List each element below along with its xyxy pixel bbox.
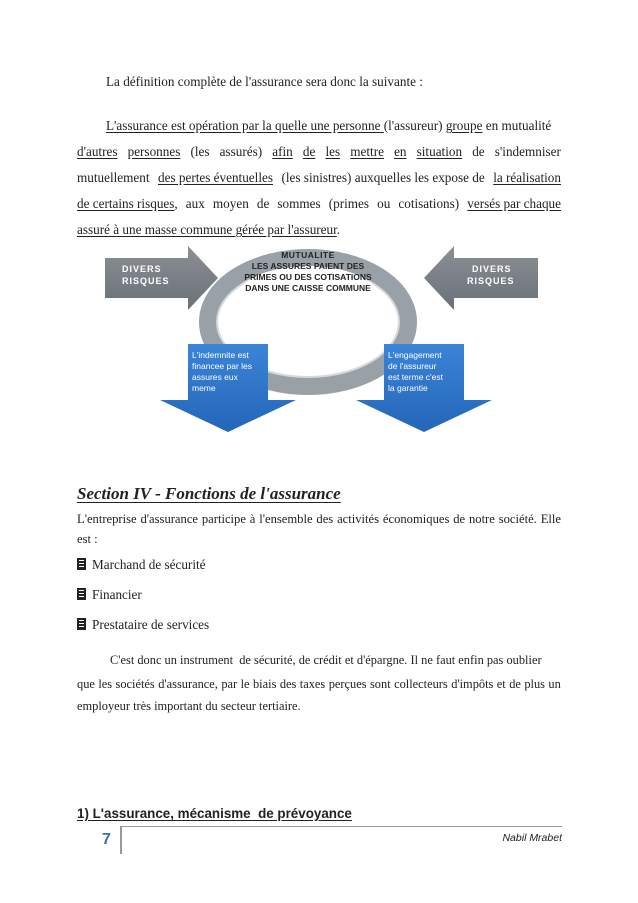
- definition-line-4: [77, 197, 561, 210]
- def-word: sommes: [277, 196, 321, 211]
- def-word: s'indemniser: [494, 144, 561, 159]
- page-number-divider: [120, 826, 122, 854]
- intro-sentence: La définition complète de l'assurance sera donc la suivante :: [106, 74, 423, 89]
- right-arrow-label-1: DIVERS: [472, 264, 512, 274]
- lead-word: économiques: [382, 512, 450, 526]
- def-word: les: [325, 144, 341, 159]
- bullet-label: Financier: [92, 587, 142, 602]
- def-text: .: [336, 222, 341, 237]
- definition-line-3: [77, 171, 561, 184]
- def-word: situation: [416, 144, 463, 159]
- lead-word: notre: [468, 512, 495, 526]
- bullet-label: Prestataire de services: [92, 617, 210, 632]
- closing-word: sont: [369, 677, 391, 691]
- clipboard-icon: [77, 588, 86, 600]
- closing-word: par: [221, 677, 238, 691]
- def-word: des pertes éventuelles: [158, 170, 273, 185]
- closing-word: des: [279, 677, 297, 691]
- def-word: cotisations): [398, 196, 460, 211]
- mutualite-diagram: [100, 238, 540, 434]
- def-word: de: [302, 144, 316, 159]
- def-word: assurés): [219, 144, 263, 159]
- def-underlined-2: groupe: [445, 118, 483, 133]
- def-word: mettre: [350, 144, 384, 159]
- def-word: mutuellement: [77, 170, 150, 185]
- closing-word: biais: [252, 677, 277, 691]
- lead-word: activités: [337, 512, 380, 526]
- bullet-item: [77, 618, 209, 631]
- closing-word: que: [77, 677, 95, 691]
- bullet-item: [77, 558, 206, 571]
- definition-line-1: [106, 119, 561, 132]
- closing-word: d'assurance,: [158, 677, 218, 691]
- lead-word: société.: [498, 512, 537, 526]
- lead-word: Elle: [540, 512, 561, 526]
- def-word: de: [472, 144, 485, 159]
- center-line-2: PRIMES OU DES COTISATIONS: [244, 272, 372, 282]
- page-number: 7: [102, 831, 111, 848]
- closing-word: un: [548, 677, 561, 691]
- closing-word: de: [509, 677, 521, 691]
- bottom-left-text-1: L'indemnite est: [192, 350, 249, 360]
- closing-word: d'impôts: [451, 677, 494, 691]
- definition-line-5: [77, 223, 340, 236]
- left-arrow-label-1: DIVERS: [122, 264, 162, 274]
- def-word: versés par chaque: [467, 196, 561, 211]
- center-line-3: DANS UNE CAISSE COMMUNE: [245, 283, 371, 293]
- closing-word: sociétés: [115, 677, 155, 691]
- closing-word: perçues: [328, 677, 367, 691]
- closing-word: et: [496, 677, 506, 691]
- closing-word: les: [98, 677, 113, 691]
- section-lead-line-2: est :: [77, 532, 98, 546]
- def-text-2: en mutualité: [482, 118, 552, 133]
- def-word: d'autres: [77, 144, 118, 159]
- bottom-right-text-3: est terme c'est: [388, 372, 444, 382]
- def-word: aux: [185, 196, 205, 211]
- section-lead-line-1: [77, 513, 561, 526]
- lead-word: L'entreprise: [77, 512, 137, 526]
- lead-word: d'assurance: [140, 512, 198, 526]
- right-arrow-label-2: RISQUES: [467, 276, 515, 286]
- bottom-right-text-1: L'engagement: [388, 350, 442, 360]
- def-word: de: [256, 196, 270, 211]
- def-word: (les: [190, 144, 210, 159]
- closing-word: taxes: [299, 677, 326, 691]
- def-word: personnes: [127, 144, 181, 159]
- closing-line-2: [77, 678, 561, 690]
- closing-word: le: [240, 677, 250, 691]
- lead-word: participe: [201, 512, 246, 526]
- center-title: MUTUALITE: [281, 250, 335, 260]
- center-line-1: LES ASSURES PAIENT DES: [251, 261, 365, 271]
- lead-word: l'ensemble: [259, 512, 313, 526]
- def-word: ou: [377, 196, 391, 211]
- definition-line-2: [77, 145, 561, 158]
- def-word: en: [394, 144, 407, 159]
- closing-line-1: C'est donc un instrument de sécurité, de crédit et d'épargne. Il ne faut enfin pas oublier: [110, 653, 542, 667]
- bottom-left-text-3: assures eux: [192, 372, 238, 382]
- def-word: moyen: [212, 196, 249, 211]
- closing-line-3: employeur très important du secteur tertiaire.: [77, 699, 301, 713]
- def-word: (primes: [328, 196, 370, 211]
- def-word: la réalisation: [493, 170, 561, 185]
- def-word: ,: [174, 196, 178, 211]
- bottom-left-text-2: financee par les: [192, 361, 253, 371]
- bullet-label: Marchand de sécurité: [92, 557, 206, 572]
- def-word: afin: [272, 144, 293, 159]
- bottom-left-text-4: meme: [192, 383, 216, 393]
- def-underlined-1: L'assurance est opération par la quelle une personne: [106, 118, 384, 133]
- lead-word: de: [453, 512, 466, 526]
- closing-word: plus: [524, 677, 545, 691]
- def-word: (les sinistres) auxquelles les expose de: [281, 170, 485, 185]
- section-title: Section IV - Fonctions de l'assurance: [77, 484, 341, 503]
- clipboard-icon: [77, 618, 86, 630]
- bullet-item: [77, 588, 142, 601]
- def-word: de certains risques: [77, 196, 175, 211]
- def-underlined: assuré à une masse commune gérée par l'assureur: [77, 222, 337, 237]
- footer-rule: [120, 826, 562, 827]
- bottom-right-text-2: de l'assureur: [388, 361, 437, 371]
- clipboard-icon: [77, 558, 86, 570]
- left-arrow-label-2: RISQUES: [122, 276, 170, 286]
- def-text-1: (l'assureur): [383, 118, 446, 133]
- footer-author: Nabil Mrabet: [502, 832, 562, 844]
- bottom-right-text-4: la garantie: [388, 383, 428, 393]
- lead-word: des: [316, 512, 334, 526]
- lead-word: à: [249, 512, 256, 526]
- closing-word: collecteurs: [394, 677, 448, 691]
- subsection-title: 1) L'assurance, mécanisme de prévoyance: [77, 806, 352, 821]
